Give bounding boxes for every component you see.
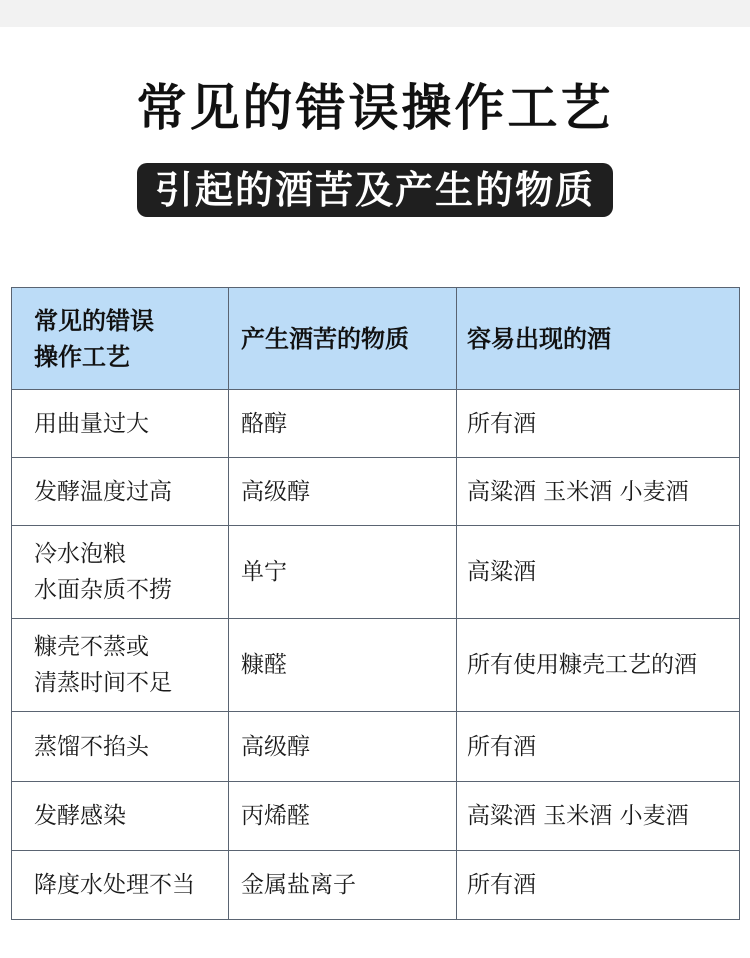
cell-substance: 金属盐离子 [229,851,457,920]
subtitle-wrap [0,163,750,217]
cell-wine: 所有酒 [457,712,740,782]
table-header-row [12,288,740,390]
table-row [12,526,740,619]
header-cell-wine: 容易出现的酒 [457,288,740,390]
table-row [12,782,740,851]
cell-process: 蒸馏不掐头 [12,712,229,782]
cell-process: 冷水泡粮 水面杂质不捞 [12,526,229,619]
top-strip [0,0,750,27]
cell-process: 糠壳不蒸或 清蒸时间不足 [12,619,229,712]
cell-substance: 高级醇 [229,712,457,782]
cell-substance: 酪醇 [229,390,457,458]
cell-process: 发酵感染 [12,782,229,851]
cell-process: 用曲量过大 [12,390,229,458]
table-row [12,712,740,782]
header-cell-process: 常见的错误 操作工艺 [12,288,229,390]
cell-wine: 高粱酒 [457,526,740,619]
table-row [12,458,740,526]
cell-wine: 高粱酒 玉米酒 小麦酒 [457,458,740,526]
process-table [11,287,740,920]
cell-substance: 单宁 [229,526,457,619]
cell-substance: 糠醛 [229,619,457,712]
subtitle-badge: 引起的酒苦及产生的物质 [137,163,613,217]
page-title: 常见的错误操作工艺 [136,79,614,137]
cell-wine: 所有酒 [457,390,740,458]
cell-process: 发酵温度过高 [12,458,229,526]
cell-wine: 高粱酒 玉米酒 小麦酒 [457,782,740,851]
cell-substance: 丙烯醛 [229,782,457,851]
cell-process: 降度水处理不当 [12,851,229,920]
cell-wine: 所有使用糠壳工艺的酒 [457,619,740,712]
cell-wine: 所有酒 [457,851,740,920]
table-row [12,619,740,712]
table-row [12,851,740,920]
cell-substance: 高级醇 [229,458,457,526]
table-row [12,390,740,458]
header-cell-substance: 产生酒苦的物质 [229,288,457,390]
